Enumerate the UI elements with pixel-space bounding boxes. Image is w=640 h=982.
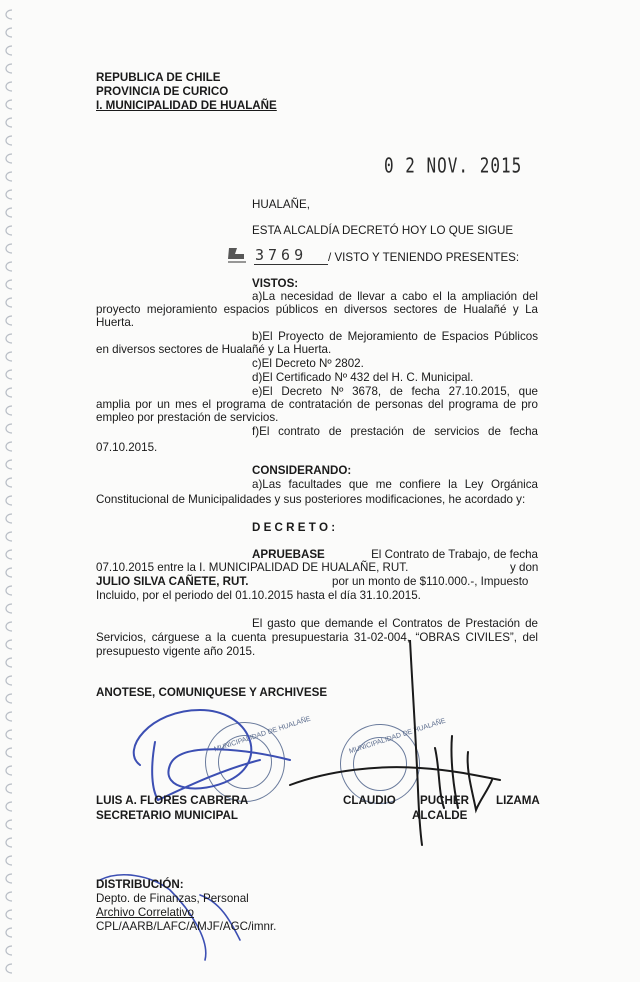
distribution-title: DISTRIBUCIÓN: <box>96 878 184 891</box>
vistos-f-2: 07.10.2015. <box>96 441 158 454</box>
gasto-line-2: Servicios, cárguese a la cuenta presupuestaria 31-02-004, “OBRAS CIVILES”, del <box>96 631 538 644</box>
vistos-a-2: proyecto mejoramiento espacios públicos en diversos sectores de Hualañé y La <box>96 303 538 316</box>
vistos-b-2: en diversos sectores de Hualañé y La Huerta. <box>96 343 332 356</box>
mayor-name-last: LIZAMA <box>496 794 540 807</box>
vistos-f-1: f)El contrato de prestación de servicios de fecha <box>252 425 538 438</box>
vistos-d: d)El Certificado Nº 432 del H. C. Municipal. <box>252 371 474 384</box>
secretary-name: LUIS A. FLORES CABRERA <box>96 794 249 807</box>
vistos-e-3: empleo por prestación de servicios. <box>96 411 279 424</box>
decree-suffix: / VISTO Y TENIENDO PRESENTES: <box>328 251 520 264</box>
vistos-a-1: a)La necesidad de llevar a cabo el la ampliación del <box>252 290 538 303</box>
intro-text: ESTA ALCALDÍA DECRETÓ HOY LO QUE SIGUE <box>252 224 514 237</box>
decreto-line-2b: y don <box>510 561 539 574</box>
header-line-3: I. MUNICIPALIDAD DE HUALAÑE <box>96 99 277 112</box>
place: HUALAÑE, <box>252 198 310 211</box>
decreto-line-1 <box>252 548 538 561</box>
seal-right-text: MUNICIPALIDAD DE HUALAÑE <box>348 717 447 756</box>
decreto-line-2a: 07.10.2015 entre la I. MUNICIPALIDAD DE HUALAÑE, RUT. <box>96 561 409 574</box>
gasto-line-3: presupuesto vigente año 2015. <box>96 645 256 658</box>
considerando-a-1: a)Las facultades que me confiere la Ley Orgánica <box>252 478 538 491</box>
considerando-a-2: Constitucional de Municipalidades y sus posteriores modificaciones, he acordado y: <box>96 493 526 506</box>
vistos-title: VISTOS: <box>252 277 299 290</box>
header-line-1: REPUBLICA DE CHILE <box>96 71 221 84</box>
header-line-2: PROVINCIA DE CURICO <box>96 85 229 98</box>
gasto-line-1: El gasto que demande el Contratos de Prestación de <box>252 617 538 630</box>
decreto-line-4: Incluido, por el periodo del 01.10.2015 hasta el día 31.10.2015. <box>96 589 421 602</box>
apruebase-label: APRUEBASE <box>252 548 325 561</box>
vistos-c: c)El Decreto Nº 2802. <box>252 357 364 370</box>
mayor-name-middle: PUCHER <box>420 794 469 807</box>
hand-stamp-icon <box>226 244 248 264</box>
mayor-name-first: CLAUDIO <box>343 794 396 807</box>
date-stamp: 0 2 NOV. 2015 <box>384 153 523 178</box>
vistos-e-2: amplia por un mes el programa de contratación de personas del programa de pro <box>96 398 538 411</box>
decreto-line-3b: por un monto de $110.000.-, Impuesto <box>332 575 529 588</box>
decree-number: 3769 <box>255 246 308 264</box>
vistos-b-1: b)El Proyecto de Mejoramiento de Espacios Públicos <box>252 330 538 343</box>
distribution-line-2: Archivo Correlativo <box>96 906 194 919</box>
considerando-title: CONSIDERANDO: <box>252 464 352 477</box>
vistos-a-3: Huerta. <box>96 316 135 329</box>
closing-text: ANOTESE, COMUNIQUESE Y ARCHIVESE <box>96 686 328 699</box>
vistos-e-1: e)El Decreto Nº 3678, de fecha 27.10.2015, que <box>252 385 538 398</box>
mayor-title: ALCALDE <box>412 809 468 822</box>
decreto-line-1-rest: El Contrato de Trabajo, de fecha <box>371 548 538 561</box>
binder-holes <box>0 0 16 982</box>
distribution-line-3: CPL/AARB/LAFC/AMJF/AGC/imnr. <box>96 920 277 933</box>
decreto-title: D E C R E T O : <box>252 521 336 534</box>
secretary-title: SECRETARIO MUNICIPAL <box>96 809 238 822</box>
distribution-line-1: Depto. de Finanzas, Personal <box>96 892 249 905</box>
decree-number-underline <box>254 264 328 265</box>
contractor-name: JULIO SILVA CAÑETE, RUT. <box>96 575 249 588</box>
seal-left-text: MUNICIPALIDAD DE HUALAÑE <box>213 715 312 754</box>
